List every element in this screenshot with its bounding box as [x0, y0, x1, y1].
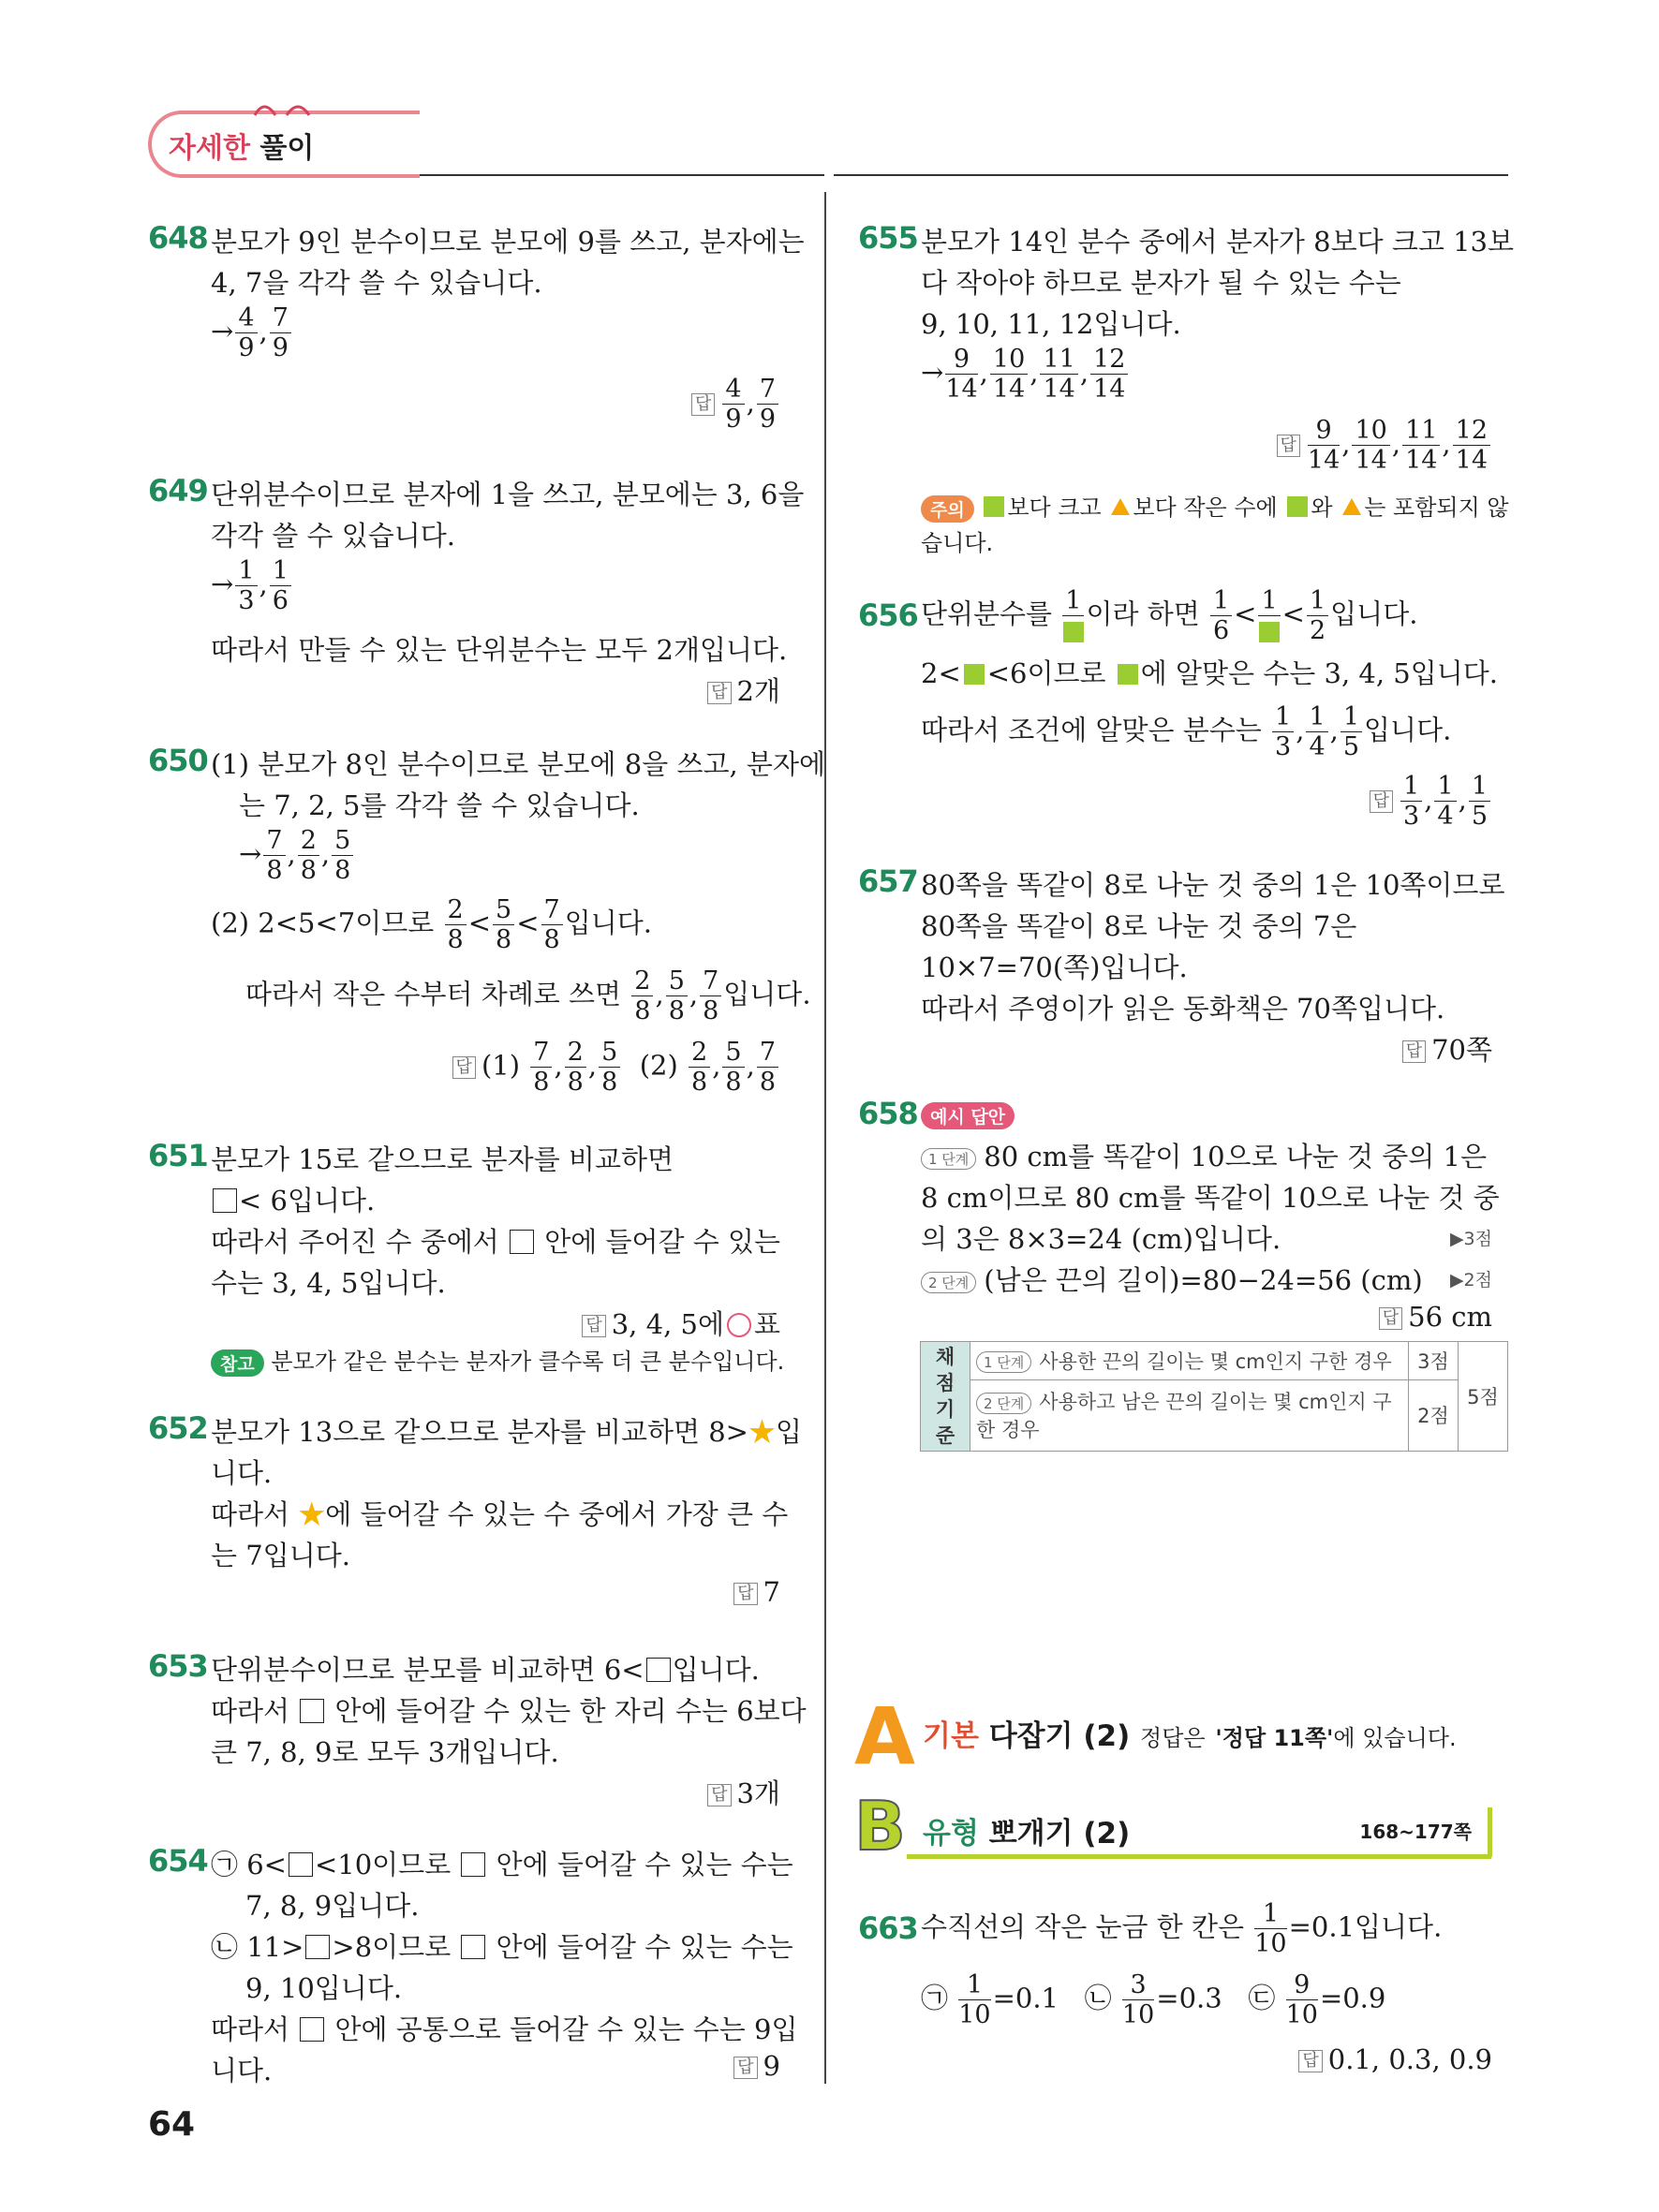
- triangle-icon: [1342, 498, 1361, 515]
- tip-note: 참고 분모가 같은 분수는 분자가 클수록 더 큰 분수입니다.: [211, 1343, 784, 1377]
- problem-number: 653: [148, 1648, 208, 1684]
- blank-box: [646, 1658, 671, 1682]
- answer: 답 0.1, 0.3, 0.9: [1298, 2043, 1492, 2075]
- text-line: 따라서 안에 공통으로 들어갈 수 있는 수는 9입: [211, 2013, 798, 2045]
- caution-note: 주의 보다 크고 보다 작은 수에 와 는 포함되지 않: [921, 489, 1509, 523]
- rubric-head: 채점 기준: [921, 1342, 970, 1452]
- text-line: 단위분수를 1 이라 하면 $\frac{1}{6}$ < 1 < $\frac{1}{2}$ 입니다.: [921, 586, 1418, 645]
- text-line: 8 cm이므로 80 cm를 똑같이 10으로 나눈 것 중: [921, 1182, 1500, 1214]
- text-line: 4, 7을 각각 쓸 수 있습니다.: [211, 267, 542, 299]
- answer: 답 (1) $\frac{7}{8}$ , $\frac{2}{8}$ , $\frac{5}{8}$ (2) $\frac{2}{8}$ , $\frac{5}{8}$ , $\frac{7}{8}$: [452, 1040, 780, 1095]
- blank-box: [461, 1852, 485, 1877]
- text-line: 분모가 15로 같으므로 분자를 비교하면: [211, 1143, 674, 1175]
- text-line: 80쪽을 똑같이 8로 나눈 것 중의 1은 10쪽이므로: [921, 869, 1505, 901]
- section-b-rule: [907, 1854, 1491, 1859]
- text-line: 2 단계 (남은 끈의 길이)=80−24=56 (cm): [921, 1260, 1423, 1298]
- problem-number: 655: [858, 220, 918, 256]
- answer: 답 7: [733, 1576, 780, 1608]
- page-number: 64: [148, 2105, 196, 2144]
- fraction-list: → $\frac{9}{14}$ , $\frac{10}{14}$ , $\frac{11}{14}$ , $\frac{12}{14}$: [921, 347, 1130, 402]
- text-line: 분모가 13으로 같으므로 분자를 비교하면 8>★입: [211, 1416, 802, 1448]
- ordered-line: 따라서 작은 수부터 차례로 쓰면 $\frac{2}{8}$ , $\frac{5}{8}$ , $\frac{7}{8}$ 입니다.: [245, 966, 811, 1025]
- problem-number: 656: [858, 597, 918, 633]
- fraction-list: → $\frac{4}{9}$ , $\frac{7}{9}$: [211, 305, 293, 361]
- green-square-icon: [1259, 622, 1280, 642]
- text-line: 는 7입니다.: [211, 1540, 350, 1571]
- section-b-pages: 168~177쪽: [1359, 1821, 1472, 1843]
- problem-number: 650: [148, 743, 208, 778]
- blank-box: [510, 1230, 534, 1254]
- text-line: 큰 7, 8, 9로 모두 3개입니다.: [211, 1736, 559, 1768]
- problem-number: 648: [148, 220, 208, 256]
- answer: 답 3개: [707, 1773, 780, 1811]
- text-line: ㉠ 6< <10이므로 안에 들어갈 수 있는 수는: [211, 1849, 793, 1880]
- text-line: 9, 10입니다.: [245, 1972, 403, 2004]
- text-line: 따라서 안에 들어갈 수 있는 한 자리 수는 6보다: [211, 1695, 807, 1727]
- text-line: 따라서 주어진 수 중에서 안에 들어갈 수 있는: [211, 1226, 781, 1258]
- problem-number: 652: [148, 1410, 208, 1446]
- rubric-points: 2점: [1409, 1379, 1459, 1451]
- answer: 답 70쪽: [1402, 1029, 1492, 1068]
- text-line: 분모가 14인 분수 중에서 분자가 8보다 크고 13보: [921, 226, 1515, 258]
- example-answer-badge: 예시 답안: [921, 1098, 1015, 1129]
- section-a-title: 기본 다잡기 (2) 정답은 '정답 11쪽'에 있습니다.: [923, 1719, 1457, 1753]
- text-line: 단위분수이므로 분모를 비교하면 6< 입니다.: [211, 1654, 760, 1686]
- problem-number: 658: [858, 1096, 918, 1131]
- section-a-letter: A: [854, 1690, 916, 1782]
- section-b-rule-end: [1488, 1807, 1492, 1859]
- text-line: 따라서 만들 수 있는 단위분수는 모두 2개입니다.: [211, 634, 788, 666]
- star-icon: ★: [298, 1498, 326, 1530]
- text-line: (1) 분모가 8인 분수이므로 분모에 8을 쓰고, 분자에: [211, 748, 825, 780]
- text-line: 의 3은 8×3=24 (cm)입니다.: [921, 1223, 1281, 1255]
- text-line: 니다.: [211, 1457, 273, 1489]
- text-line: 분모가 9인 분수이므로 분모에 9를 쓰고, 분자에는: [211, 226, 805, 258]
- grading-rubric-table: [920, 1341, 1508, 1452]
- text-line: 10×7=70(쪽)입니다.: [921, 951, 1188, 983]
- answer: 답 $\frac{1}{3}$ , $\frac{1}{4}$ , $\frac{1}{5}$: [1370, 774, 1492, 829]
- text-line: ㉠ $\frac{1}{10}$ =0.1 ㉡ $\frac{3}{10}$ =0.3 ㉢ $\frac{9}{10}$ =0.9: [921, 1970, 1386, 2029]
- problem-number: 657: [858, 863, 918, 899]
- answer: 답 $\frac{4}{9}$ , $\frac{7}{9}$: [691, 376, 780, 432]
- problem-number: 654: [148, 1843, 208, 1879]
- text-line: 다 작아야 하므로 분자가 될 수 있는 수는: [921, 267, 1401, 299]
- text-line: 따라서 ★에 들어갈 수 있는 수 중에서 가장 큰 수: [211, 1498, 789, 1530]
- text-line: 니다.: [211, 2055, 273, 2087]
- text-line: 단위분수이므로 분자에 1을 쓰고, 분모에는 3, 6을: [211, 479, 805, 510]
- text-line: 는 7, 2, 5를 각각 쓸 수 있습니다.: [239, 789, 640, 821]
- answer: 답 9: [733, 2050, 780, 2082]
- section-b-letter: B: [854, 1787, 906, 1865]
- text-line: 수직선의 작은 눈금 한 칸은 $\frac{1}{10}$ =0.1입니다.: [921, 1899, 1443, 1958]
- blank-box: [300, 1699, 324, 1723]
- blank-box: [300, 2017, 324, 2042]
- blank-box: [305, 1935, 330, 1959]
- text-line: 2< <6이므로 에 알맞은 수는 3, 4, 5입니다.: [921, 657, 1498, 689]
- text-line: 9, 10, 11, 12입니다.: [921, 308, 1181, 340]
- green-square-icon: [1063, 622, 1084, 642]
- text-line: 각각 쓸 수 있습니다.: [211, 520, 455, 552]
- header-rule-left: [420, 174, 824, 176]
- text-line: < 6입니다.: [211, 1180, 375, 1218]
- answer: 답 56 cm: [1379, 1301, 1492, 1333]
- column-divider: [824, 192, 826, 2084]
- circle-icon: [727, 1313, 751, 1337]
- text-line: 1 단계 80 cm를 똑같이 10으로 나눈 것 중의 1은: [921, 1136, 1487, 1174]
- blank-box: [289, 1852, 313, 1877]
- text-line: ㉡ 11> >8이므로 안에 들어갈 수 있는 수는: [211, 1931, 793, 1963]
- triangle-icon: [1111, 498, 1130, 515]
- caution-note-cont: 습니다.: [921, 530, 994, 556]
- section-b-title: 유형 뽀개기 (2): [923, 1817, 1131, 1851]
- rubric-points: 3점: [1409, 1342, 1459, 1380]
- green-square-icon: [1287, 496, 1308, 517]
- text-line: 따라서 조건에 알맞은 분수는 $\frac{1}{3}$ , $\frac{1}{4}$ , $\frac{1}{5}$ 입니다.: [921, 702, 1452, 761]
- header-title: 자세한 풀이: [169, 132, 315, 165]
- header-eyes-icon: [245, 96, 320, 117]
- rubric-row: 2 단계 사용하고 남은 끈의 길이는 몇 cm인지 구 한 경우: [970, 1379, 1409, 1451]
- rubric-row: 1 단계 사용한 끈의 길이는 몇 cm인지 구한 경우: [970, 1342, 1409, 1380]
- problem-number: 663: [858, 1910, 918, 1946]
- blank-box: [213, 1188, 237, 1213]
- answer: 답 2개: [707, 671, 780, 709]
- problem-number: 651: [148, 1138, 208, 1173]
- header-rule-right: [834, 174, 1508, 176]
- text-line: 수는 3, 4, 5입니다.: [211, 1267, 446, 1299]
- green-square-icon: [984, 496, 1004, 517]
- answer: 답 3, 4, 5에 표: [582, 1304, 780, 1342]
- score-note: ▶3점: [1449, 1229, 1492, 1249]
- text-line: 7, 8, 9입니다.: [245, 1890, 420, 1922]
- fraction-list: → $\frac{7}{8}$ , $\frac{2}{8}$ , $\frac{5}{8}$: [239, 828, 355, 883]
- text-line: 따라서 주영이가 읽은 동화책은 70쪽입니다.: [921, 993, 1445, 1025]
- score-note: ▶2점: [1449, 1270, 1492, 1290]
- green-square-icon: [1118, 664, 1138, 685]
- rubric-total: 5점: [1459, 1342, 1508, 1452]
- text-line: 80쪽을 똑같이 8로 나눈 것 중의 7은: [921, 910, 1357, 942]
- star-icon: ★: [748, 1416, 776, 1448]
- answer: 답 $\frac{9}{14}$ , $\frac{10}{14}$ , $\frac{11}{14}$ , $\frac{12}{14}$: [1277, 418, 1492, 473]
- problem-number: 649: [148, 473, 208, 509]
- comparison-line: (2) 2<5<7이므로 $\frac{2}{8}$ < $\frac{5}{8}$ < $\frac{7}{8}$ 입니다.: [211, 895, 652, 954]
- blank-box: [461, 1935, 485, 1959]
- fraction-list: → $\frac{1}{3}$ , $\frac{1}{6}$: [211, 558, 293, 613]
- green-square-icon: [964, 664, 985, 685]
